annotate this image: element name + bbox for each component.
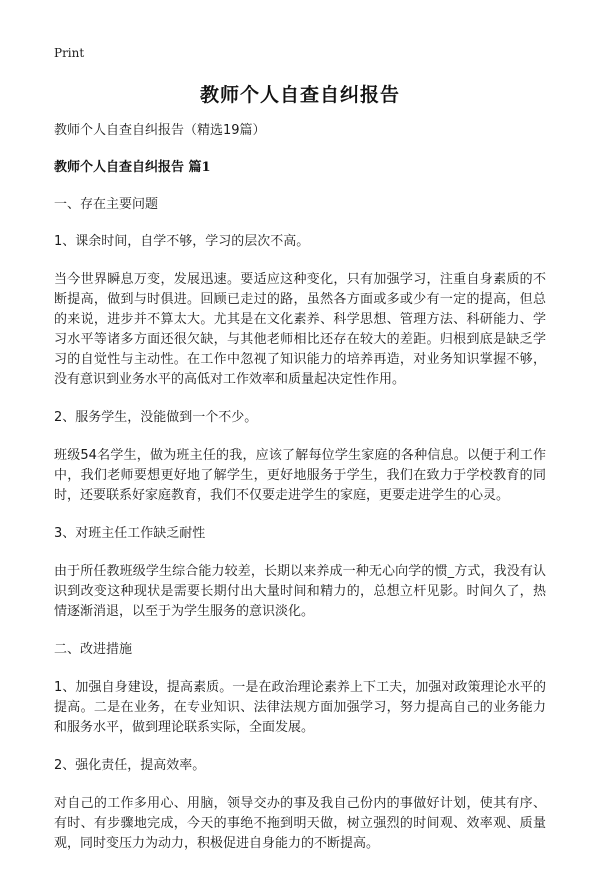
measure-1-body: 1、加强自身建设，提高素质。一是在政治理论素养上下工夫，加强对政策理论水平的提高。二是在业务，在专业知识、法律法规方面加强学习，努力提高自己的业务能力和服务水平，做到理论联系实际，全面发展。 (54, 680, 546, 735)
problem-3-body: 由于所任教班级学生综合能力较差，长期以来养成一种无心向学的惯_方式，我没有认识到改变这种现状是需要长期付出大量时间和精力的，总想立杆见影。时间久了，热情逐渐消退，以至于为学生服务的意识淡化。 (54, 564, 546, 619)
page-title: 教师个人自查自纠报告 (199, 84, 400, 106)
problem-3-title: 3、对班主任工作缺乏耐性 (54, 526, 206, 541)
problem-2-title: 2、服务学生，没能做到一个不少。 (54, 410, 258, 425)
heading-problems: 一、存在主要问题 (54, 197, 159, 212)
document-subtitle: 教师个人自查自纠报告（精选19篇） (54, 123, 266, 138)
problem-1-body: 当今世界瞬息万变，发展迅速。要适应这种变化，只有加强学习，注重自身素质的不断提高，做到与时俱进。回顾已走过的路，虽然各方面或多或少有一定的提高，但总的来说，进步并不算太大。尤其是在文化素养、科学思想、管理方法、科研能力、学习水平等诸多方面还很欠缺，与其他老师相比还存在较大的差距。归根到底是缺乏学习的自觉性与主动性。在工作中忽视了知识能力的培养再造，对业务知识掌握不够，没有意识到业务水平的高低对工作效率和质量起决定性作用。 (54, 272, 546, 387)
problem-2-body: 班级54名学生，做为班主任的我，应该了解每位学生家庭的各种信息。以便于利工作中，我们老师要想更好地了解学生，更好地服务于学生，我们在致力于学校教育的同时，还要联系好家庭教育，我们不仅要走进学生的家庭，更要走进学生的心灵。 (54, 448, 546, 503)
measure-2-body: 对自己的工作多用心、用脑，领导交办的事及我自己份内的事做好计划，使其有序、有时、有步骤地完成，今天的事绝不拖到明天做，树立强烈的时间观、效率观、质量观，同时变压力为动力，积极促进自身能力的不断提高。 (54, 796, 546, 851)
section-heading: 教师个人自查自纠报告 篇1 (54, 160, 211, 175)
heading-measures: 二、改进措施 (54, 642, 133, 657)
print-link[interactable]: Print (54, 46, 85, 60)
document-body (54, 122, 546, 873)
problem-1-title: 1、课余时间，自学不够，学习的层次不高。 (54, 234, 310, 249)
measure-2-title: 2、强化责任，提高效率。 (54, 758, 206, 773)
